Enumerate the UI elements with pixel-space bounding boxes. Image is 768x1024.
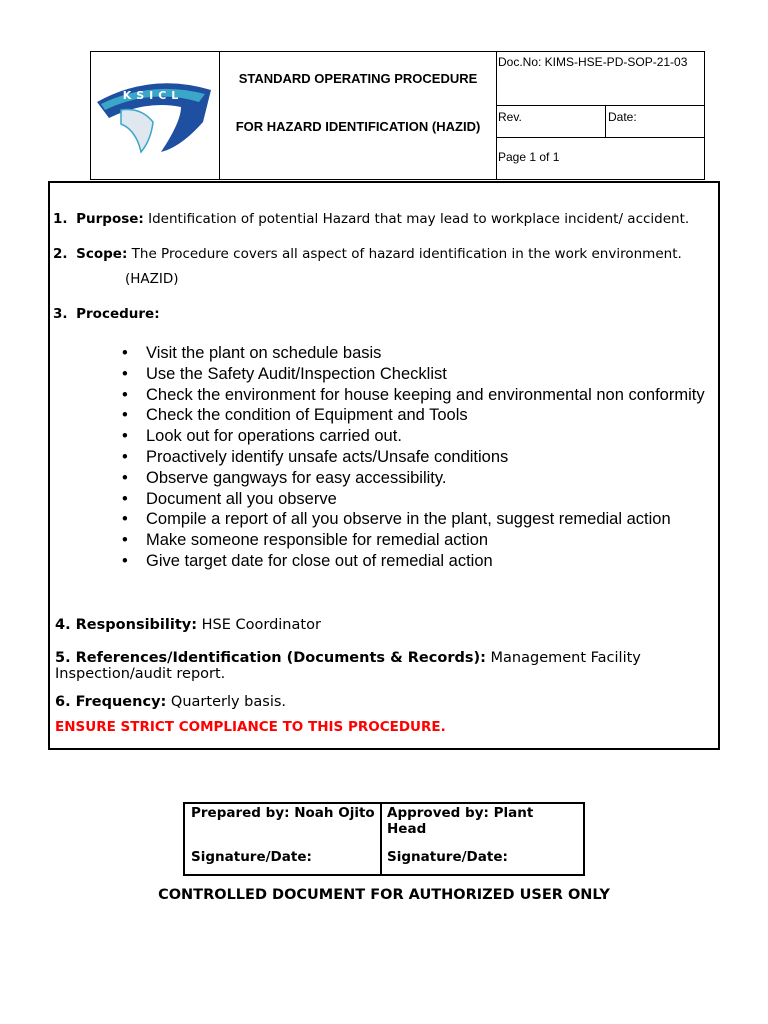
scope-label: Scope: bbox=[76, 246, 128, 262]
scope-continuation: (HAZID) bbox=[125, 271, 179, 287]
responsibility-section bbox=[55, 617, 321, 633]
revision-label: Rev. bbox=[498, 110, 522, 124]
procedure-num: 3. bbox=[53, 306, 68, 322]
list-item: • Look out for operations carried out. bbox=[122, 426, 716, 447]
responsibility-label: 4. Responsibility: bbox=[55, 617, 198, 633]
list-item: • Proactively identify unsafe acts/Unsafe conditions bbox=[122, 447, 716, 468]
signoff-table bbox=[183, 802, 585, 876]
date-label: Date: bbox=[608, 110, 637, 124]
logo-text: KSICL bbox=[122, 89, 184, 102]
list-item: • Visit the plant on schedule basis bbox=[122, 343, 716, 364]
signature-date-approver: Signature/Date: bbox=[387, 849, 508, 865]
purpose-text: Identification of potential Hazard that may lead to workplace incident/ accident. bbox=[143, 211, 690, 227]
scope-section bbox=[53, 245, 682, 263]
approved-by: Approved by: Plant Head bbox=[387, 805, 534, 837]
list-item: • Make someone responsible for remedial action bbox=[122, 530, 716, 551]
page-number: Page 1 of 1 bbox=[498, 150, 560, 164]
scope-text: The Procedure covers all aspect of hazard identification in the work environment. bbox=[127, 246, 682, 262]
responsibility-text: HSE Coordinator bbox=[197, 617, 321, 633]
references-section bbox=[55, 650, 705, 682]
logo-cell bbox=[91, 52, 220, 179]
revision-row bbox=[497, 105, 704, 138]
purpose-section bbox=[53, 210, 689, 228]
document-subtitle: FOR HAZARD IDENTIFICATION (HAZID) bbox=[235, 119, 481, 134]
list-item: • Check the condition of Equipment and Tools bbox=[122, 405, 716, 426]
procedure-label: Procedure: bbox=[76, 306, 160, 322]
doc-number: Doc.No: KIMS-HSE-PD-SOP-21-03 bbox=[498, 55, 688, 69]
references-text: Management Facility Inspection/audit report. bbox=[55, 650, 641, 682]
list-item: • Use the Safety Audit/Inspection Checklist bbox=[122, 364, 716, 385]
procedure-box bbox=[48, 181, 720, 750]
procedure-steps bbox=[122, 343, 716, 572]
procedure-heading bbox=[53, 305, 160, 323]
meta-cell bbox=[497, 52, 704, 179]
frequency-label: 6. Frequency: bbox=[55, 694, 167, 710]
cell-divider bbox=[380, 804, 382, 874]
header-table bbox=[90, 51, 705, 180]
list-item: • Compile a report of all you observe in the plant, suggest remedial action bbox=[122, 509, 716, 530]
list-item: • Observe gangways for easy accessibility. bbox=[122, 468, 716, 489]
compliance-warning: ENSURE STRICT COMPLIANCE TO THIS PROCEDURE. bbox=[55, 719, 446, 735]
title-cell bbox=[220, 52, 497, 179]
document-title: STANDARD OPERATING PROCEDURE bbox=[238, 71, 478, 86]
scope-num: 2. bbox=[53, 246, 68, 262]
ksicl-logo bbox=[91, 52, 220, 179]
signature-date-preparer: Signature/Date: bbox=[191, 849, 312, 865]
list-item: • Check the environment for house keeping and environmental non conformity bbox=[122, 385, 716, 406]
purpose-num: 1. bbox=[53, 211, 68, 227]
purpose-label: Purpose: bbox=[76, 211, 144, 227]
references-label: 5. References/Identification (Documents & Records): bbox=[55, 650, 486, 666]
prepared-by: Prepared by: Noah Ojito bbox=[191, 805, 375, 821]
cell-divider bbox=[605, 106, 606, 137]
controlled-document-notice: CONTROLLED DOCUMENT FOR AUTHORIZED USER ONLY bbox=[158, 887, 610, 903]
list-item: • Give target date for close out of remedial action bbox=[122, 551, 716, 572]
list-item: • Document all you observe bbox=[122, 489, 716, 510]
frequency-text: Quarterly basis. bbox=[166, 694, 287, 710]
frequency-section bbox=[55, 694, 286, 710]
